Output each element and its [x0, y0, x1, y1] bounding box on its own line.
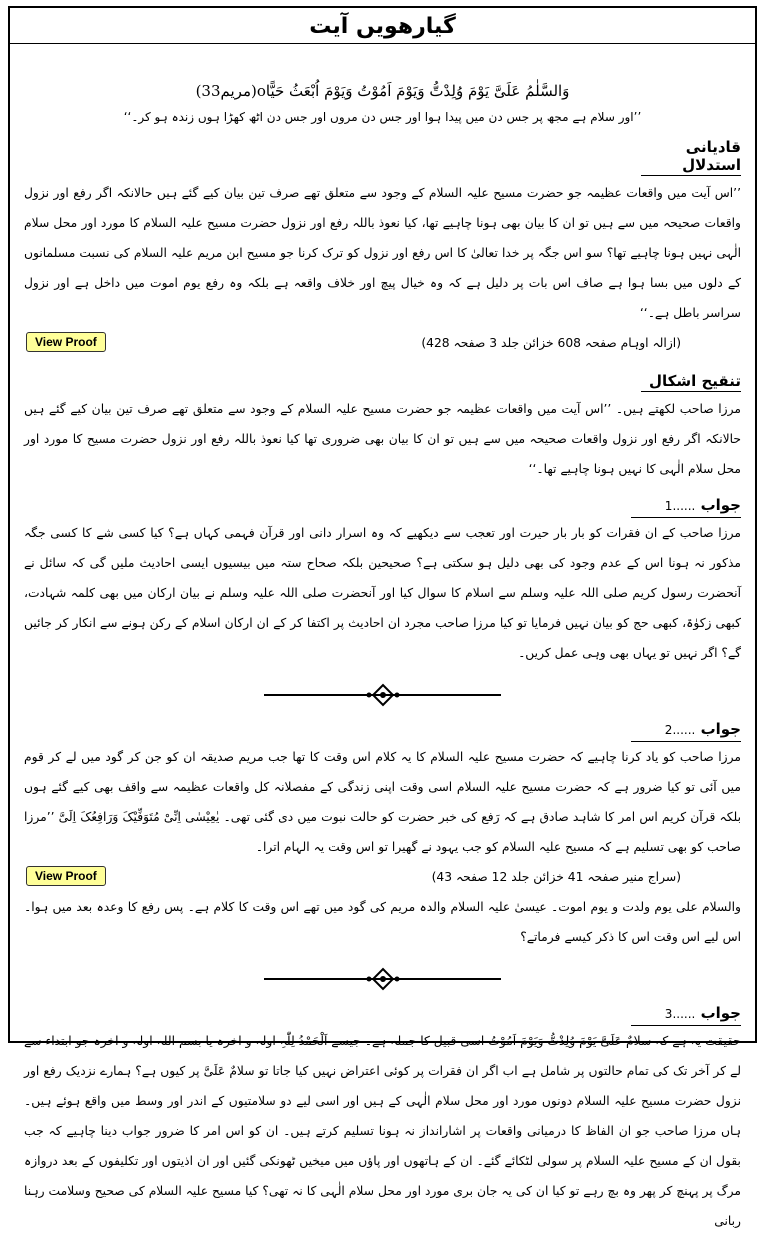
ornament-divider	[24, 682, 741, 708]
verse-translation: ’’اور سلام ہے مجھ پر جس دن میں پیدا ہوا اور جس دن مروں اور جس دن اٹھ کھڑا ہوں زندہ ہو کر۔‘‘	[123, 110, 642, 124]
document-page	[10, 14, 755, 1228]
ornament-divider	[24, 966, 741, 992]
answer-2-reference-line	[24, 862, 741, 892]
qadiani-reference-line	[24, 328, 741, 358]
answer-label: جواب	[700, 720, 741, 738]
answer-2-heading	[631, 718, 741, 742]
answer-label: جواب	[700, 496, 741, 514]
answer-1-heading	[631, 494, 741, 518]
qadiani-reference: (ازالہ اوہام صفحہ 608 خزائن جلد 3 صفحہ 428)	[421, 336, 681, 350]
answer-3-text: حقیقت یہ ہے کہ سلامٌ عَلَیَّ یَوْمَ وُلِدْتُّ وَیَوْمَ اَمُوْتُ اسی قبیل کا جملہ ہے۔ جیسے اَلْحَمْدُ لِلّٰہِ اولہ و اخرہ یا بسم اللہ اولہ و اخرہ جو ابتداء سے لے کر آخر تک کی تمام حالتوں پر شامل ہے اب اگر ان فقرات پر کوئی اعتراض نہیں کیا جاتا تو سلامٌ عَلَیَّ پر کیوں ہے؟ ہمارے نزدیک رفع اور نزول حضرت مسیح علیہ السلام دونوں مورد اور محل سلام الٰہی کے ہیں اور اسی لیے دو سلامتیوں کے اندر اور وسط میں واقع ہوئے ہیں۔ ہاں مرزا صاحب جو ان الفاظ کا درمیانی واقعات پر اشارانداز نہ ہونا تسلیم کرتے ہیں۔ ان کو اس امر کا ضرور جواب دینا چاہیے کہ جب بقول ان کے مسیح علیہ السلام پر سولی لٹکائے گئے۔ ان کے ہاتھوں اور پاؤں میں میخیں ٹھونکی گئیں اور ان اذیتوں اور تکلیفوں کے بعد دروازہ مرگ پر پہنچ کر پھر وہ بچ رہے تو کیا ان کی یہ جان بری مورد اور محل سلام الٰہی کا نہ تھی؟ کیا مسیح علیہ السلام کی صحیح وسلامت رہنا ربانی	[24, 1034, 741, 1228]
view-proof-button[interactable]: View Proof	[26, 866, 106, 886]
answer-number: ......3	[664, 1007, 696, 1021]
quran-verse: وَالسَّلٰمُ عَلَیَّ یَوْمَ وُلِدْتُّ وَیَوْمَ اَمُوْتُ وَیَوْمَ اُبْعَثُ حَیًّاo(مریم33)	[195, 82, 570, 100]
qadiani-heading: قادیانی استدلال	[641, 138, 741, 176]
divider-line-left	[264, 694, 389, 696]
answer-number: ......2	[664, 723, 696, 737]
qadiani-text: ’’اس آیت میں واقعات عظیمہ جو حضرت مسیح علیہ السلام کے وجود سے متعلق تھے صرف تین بیان کیے گئے ہیں حالانکہ اگر رفع اور نزول واقعات صحیحہ میں سے ہیں تو ان کا بیان بھی ہونا چاہیے تھا، کیا نعوذ باللہ رفع اور نزول حضرت مسیح علیہ السلام کا مورد اور محل سلام الٰہی نہیں ہونا چاہیے تھا؟ سو اس جگہ پر خدا تعالیٰ کا اس رفع اور نزول کو ترک کرنا جو مسیح ابن مریم علیہ السلام کی نسبت مسلمانوں کے دلوں میں بسا ہوا ہے صاف اس بات پر دلیل ہے کہ وہ خیال پیچ اور خلاف واقعہ ہے بلکہ وہ رفع یوم اموت میں داخل ہے اور نزول سراسر باطل ہے۔‘‘	[24, 186, 741, 320]
answer-2-text-continued: والسلام علی یوم ولدت و یوم اموت۔ عیسیٰ علیہ السلام والدہ مریم کی گود میں تھے اس وقت کا کلام ہے۔ پس رفع کا وعدہ بعد میں ہوا۔ اس لیے اس وقت اس کا ذکر کیسے فرماتے؟	[24, 900, 741, 944]
answer-1-text: مرزا صاحب کے ان فقرات کو بار بار حیرت اور تعجب سے دیکھیے کہ وہ اسرار دانی اور قرآن فہمی کہاں ہے؟ کیا کسی شے کا کسی جگہ مذکور نہ ہونا اس کے عدم وجود کی بھی دلیل ہو سکتی ہے؟ صحیحین بلکہ صحاح ستہ میں بیسیوں ایسی احادیث ملیں گی کہ سائل نے آنحضرت رسول کریم صلی اللہ علیہ وسلم سے اسلام کا سوال کیا اور آنحضرت صلی اللہ علیہ وسلم نے بیان ارکان میں بھی کلمہ شہادت، کبھی زکوٰۃ، کبھی حج کو بیان نہیں فرمایا تو کیا مرزا صاحب مجرد ان احادیث پر اکتفا کر کے ان ارکان اسلام کے رکن ہونے سے انکار کر جائیں گے؟ اگر نہیں تو یہاں بھی وہی عمل کریں۔	[24, 526, 741, 660]
view-proof-button[interactable]: View Proof	[26, 332, 106, 352]
answer-2-reference: (سراج منیر صفحہ 41 خزائن جلد 12 صفحہ 43)	[431, 870, 681, 884]
page-frame	[8, 6, 757, 1228]
answer-3-heading	[631, 1002, 741, 1026]
answer-number: ......1	[664, 499, 696, 513]
tanqeeh-heading: تنقیح اشکال	[641, 372, 741, 392]
page-title: گیارھویں آیت	[10, 14, 755, 44]
answer-label: جواب	[700, 1004, 741, 1022]
tanqeeh-text: مرزا صاحب لکھتے ہیں۔ ’’اس آیت میں واقعات عظیمہ جو حضرت مسیح علیہ السلام کے وجود سے متعلق تھے صرف تین بیان کیے گئے ہیں حالانکہ اگر رفع اور نزول واقعات صحیحہ میں سے ہیں تو ان کا بیان بھی ضروری تھا کیا نعوذ باللہ رفع اور نزول حضرت مسیح کا مورد اور محل سلام الٰہی کا نہیں ہونا چاہیے تھا۔‘‘	[24, 402, 741, 476]
divider-line-left	[264, 978, 389, 980]
answer-2-text: مرزا صاحب کو یاد کرنا چاہیے کہ حضرت مسیح علیہ السلام کا یہ کلام اس وقت کا تھا جب مریم صدیقہ ان کو جن کر گود میں لے کر قوم میں آئی تو کیا ضرور ہے کہ حضرت مسیح علیہ السلام اسی وقت اپنی زندگی کے مفصلانہ کل واقعات عظیمہ سے واقف بھی کیے گئے ہوں بلکہ قرآن کریم اس امر کا شاہد صادق ہے کہ رَفع کی خبر حضرت کو حالت نبوت میں دی گئی تھی۔ یٰعِیْسٰی اِنِّیْ مُتَوَفِّیْکَ وَرَافِعُکَ اِلَیَّ ’’مرزا صاحب کو بھی تسلیم ہے کہ مسیح علیہ السلام کو جب یہود نے گھیرا تو اس وقت یہ الہام اترا۔	[24, 750, 741, 854]
